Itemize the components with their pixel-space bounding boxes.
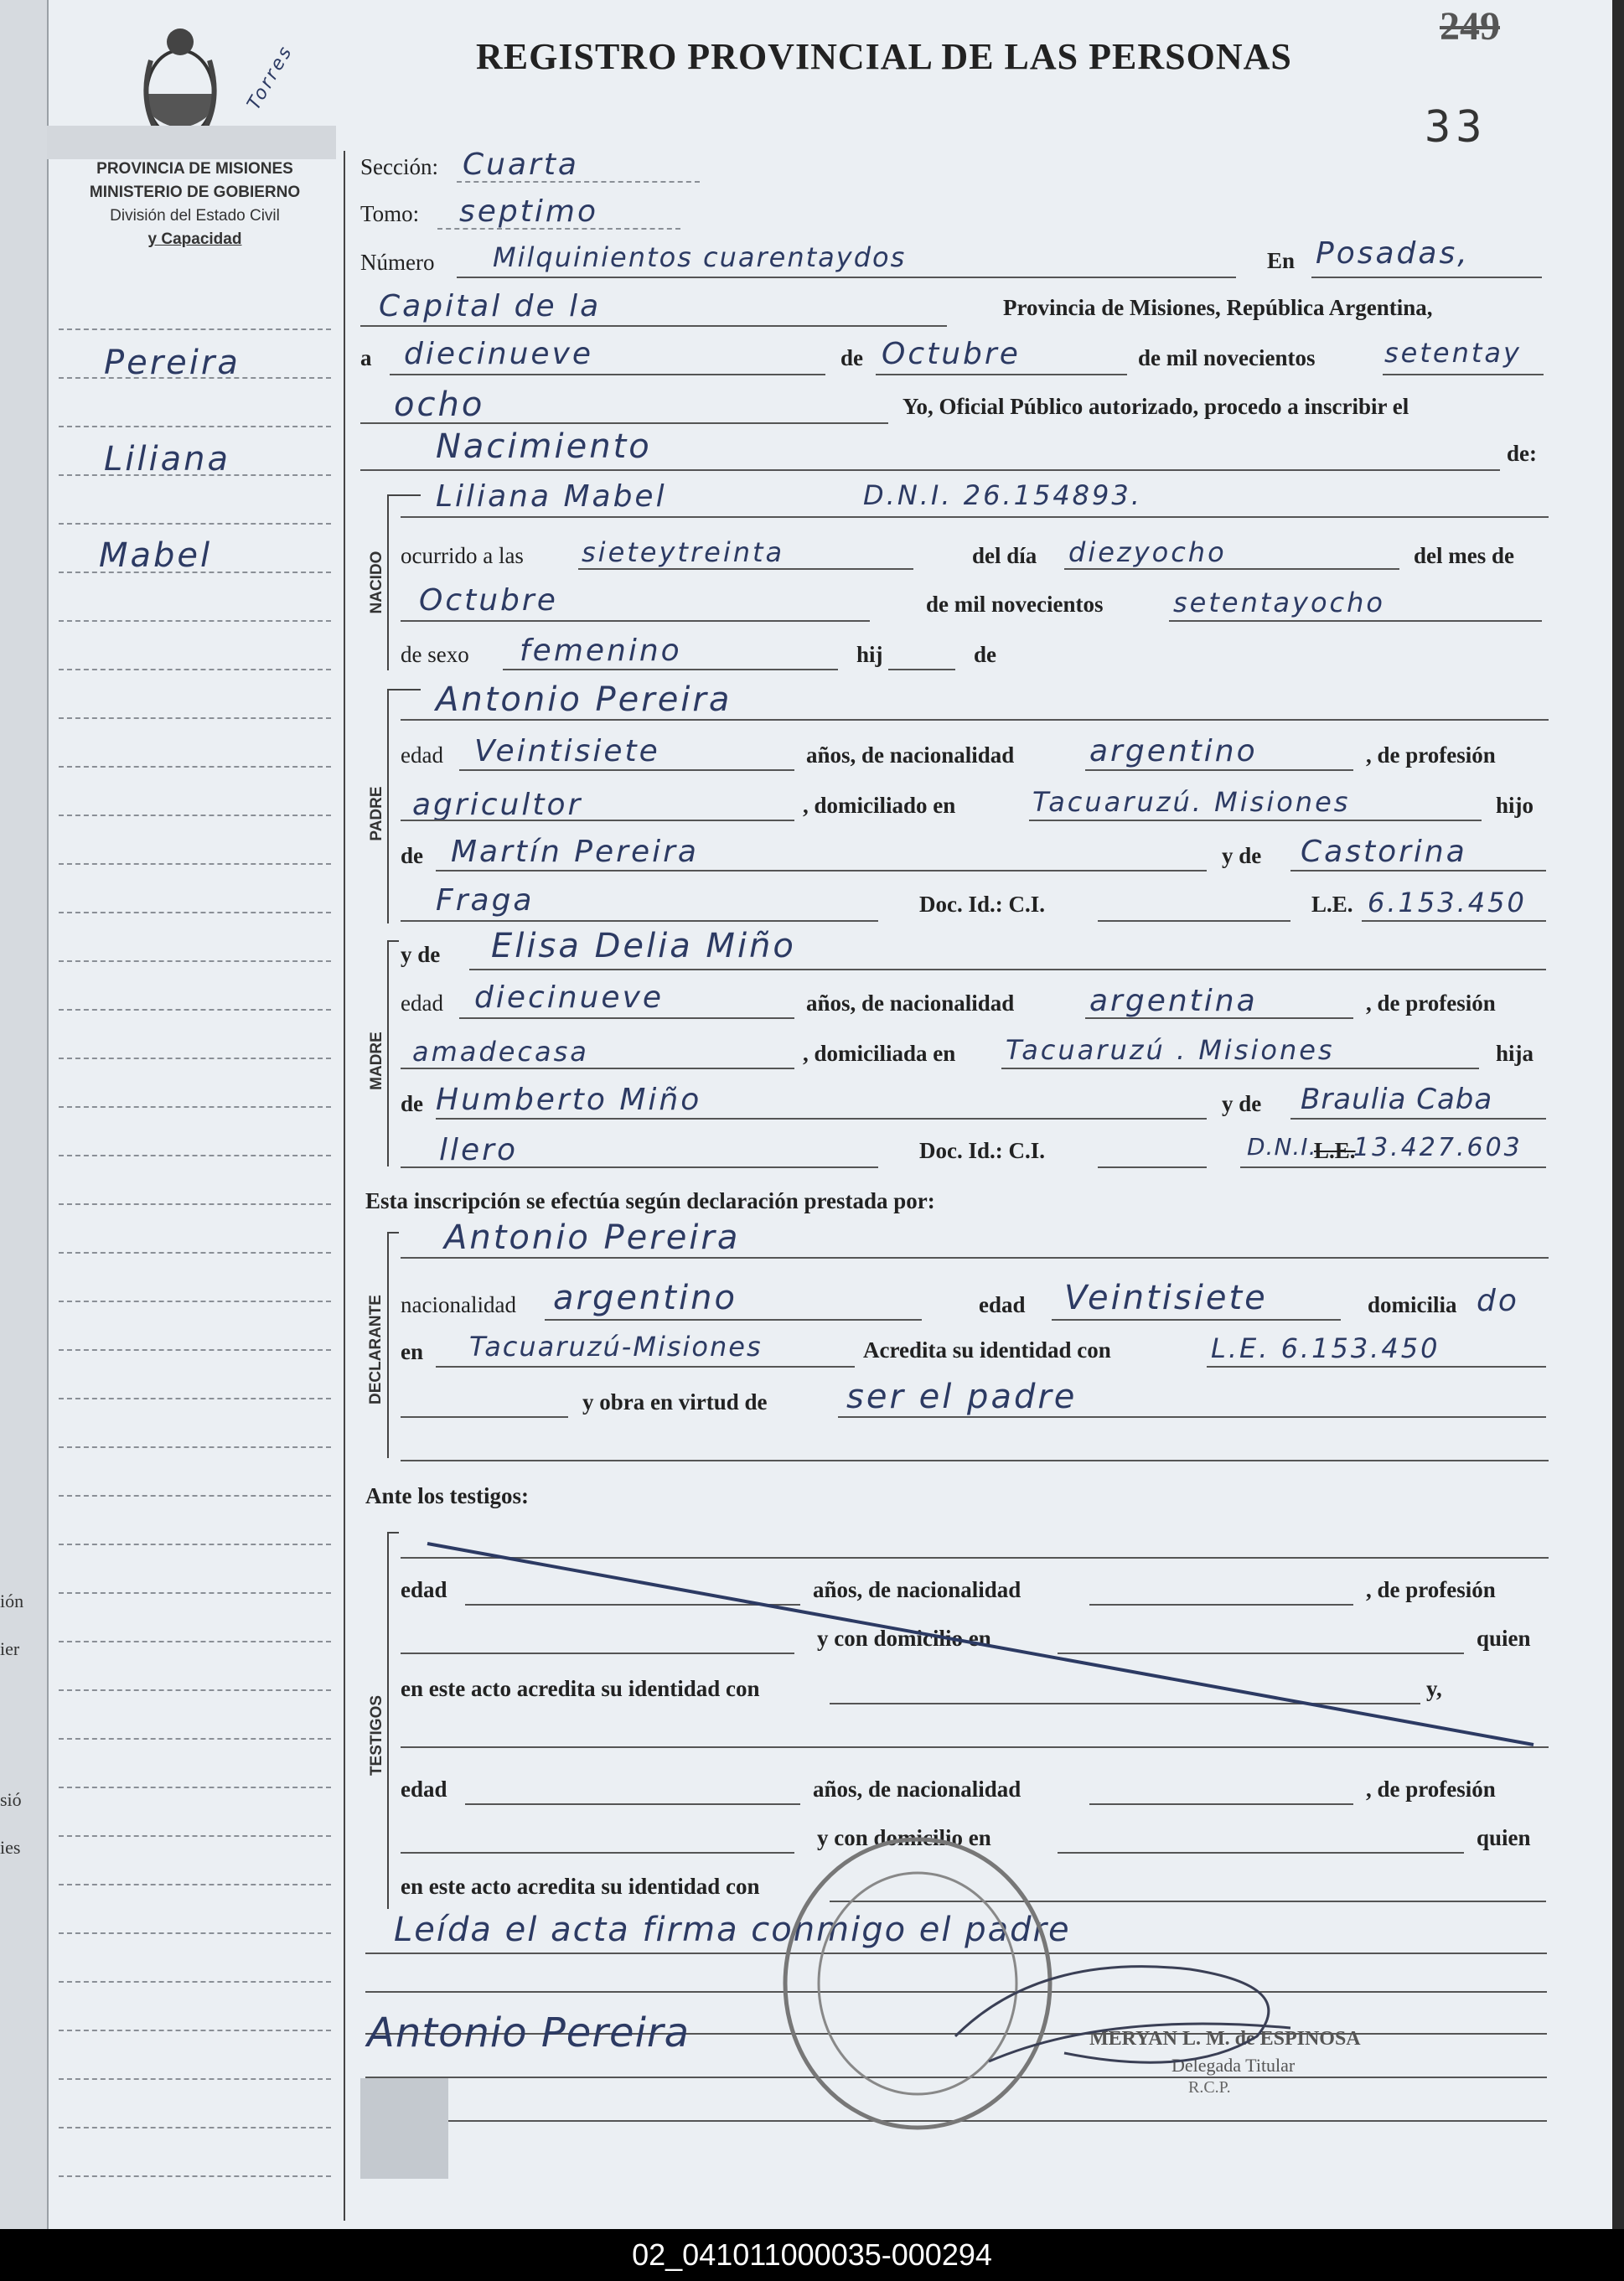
rule (457, 277, 1236, 278)
rule (1098, 1166, 1207, 1168)
left-rule (59, 1203, 331, 1205)
rule (437, 228, 680, 230)
rule (1052, 1319, 1341, 1321)
rule (360, 422, 888, 424)
y-de-label: y de (1222, 1091, 1262, 1116)
rule (1311, 277, 1542, 278)
rule (401, 1257, 1549, 1259)
acredita-label: en este acto acredita su identidad con (401, 1676, 760, 1701)
declaracion-intro: Esta inscripción se efectúa según declaración prestada por: (365, 1188, 935, 1213)
official-title: Delegada Titular (1171, 2055, 1296, 2076)
nacido-dni: D.N.I. 26.154893. (863, 479, 1142, 511)
le-label: L.E. (1311, 892, 1353, 917)
declarante-nombre: Antonio Pereira (444, 1218, 741, 1257)
en-value: Posadas, (1316, 236, 1470, 271)
org-line: PROVINCIA DE MISIONES (96, 160, 293, 178)
page-title: REGISTRO PROVINCIAL DE LAS PERSONAS (476, 36, 1292, 77)
domicilio-label: y con domicilio en (817, 1626, 991, 1651)
padre-bracket-top (387, 689, 421, 691)
declarante-domicilio: Tacuaruzú-Misiones (469, 1331, 763, 1363)
left-rule (59, 863, 331, 865)
profesion-label: , de profesión (1366, 991, 1496, 1016)
nacido-bracket (387, 494, 389, 670)
rule (1290, 870, 1546, 872)
acredita-label: Acredita su identidad con (863, 1337, 1111, 1363)
rule (1290, 1118, 1546, 1120)
sexo-label: de sexo (401, 642, 469, 667)
quien-label: quien (1477, 1626, 1531, 1651)
y-de-label: y de (1222, 843, 1262, 868)
rule (1362, 920, 1546, 922)
seccion-value: Cuarta (463, 147, 579, 182)
left-rule (59, 523, 331, 525)
rule (401, 719, 1549, 721)
org-line: División del Estado Civil (110, 207, 280, 225)
del-mes-label: del mes de (1414, 543, 1514, 568)
a-label: a (360, 345, 372, 370)
rule (401, 1166, 878, 1168)
rule (401, 620, 870, 622)
tomo-value: septimo (459, 194, 598, 229)
nacido-sexo: femenino (520, 634, 682, 668)
rule (401, 820, 794, 821)
left-rule (59, 912, 331, 913)
nacido-mes: Octubre (419, 583, 558, 618)
left-rule (59, 620, 331, 622)
madre-madre-1: Braulia Caba (1301, 1083, 1493, 1116)
padre-padre: Martín Pereira (451, 835, 699, 869)
left-rule (59, 1981, 331, 1983)
domiciliada-label: , domiciliada en (803, 1041, 956, 1066)
signature-padre: Antonio Pereira (367, 2009, 690, 2056)
madre-dni-label: D.N.I. (1247, 1133, 1317, 1161)
rule (360, 325, 947, 327)
nacido-hora: sieteytreinta (582, 536, 785, 568)
anio-inscripcion-2: ocho (394, 385, 485, 424)
nacionalidad-label: años, de nacionalidad (806, 742, 1015, 768)
left-rule (59, 1738, 331, 1740)
left-rule (59, 1835, 331, 1837)
madre-padre: Humberto Miño (436, 1083, 702, 1117)
rule (436, 1118, 1207, 1120)
numero-value: Milquinientos cuarentaydos (493, 241, 907, 273)
dia-inscripcion: diecinueve (404, 337, 594, 371)
mil-label: de mil novecientos (926, 592, 1104, 617)
testigos-bracket-top (387, 1532, 399, 1534)
org-header (50, 158, 339, 251)
left-rule (59, 1446, 331, 1448)
hijo-label: hijo (1496, 793, 1534, 818)
rule (401, 1852, 794, 1854)
left-rule (59, 1689, 331, 1691)
madre-profesion: amadecasa (412, 1036, 589, 1068)
rule (1029, 820, 1482, 821)
left-rule (59, 1155, 331, 1156)
madre-edad: diecinueve (474, 980, 665, 1015)
rule (1058, 1852, 1464, 1854)
padre-edad: Veintisiete (474, 734, 660, 768)
left-rule (59, 1009, 331, 1011)
hija-label: hija (1496, 1041, 1534, 1066)
rule (459, 769, 794, 771)
testigos-bracket (387, 1532, 389, 1909)
madre-bracket (387, 940, 389, 1166)
rule (1001, 1068, 1479, 1069)
de-colon: de: (1507, 441, 1537, 466)
doc-label: Doc. Id.: C.I. (919, 892, 1046, 917)
surname: Pereira (104, 344, 240, 382)
page-edge (1612, 0, 1624, 2229)
numero-label: Número (360, 250, 435, 275)
left-rule (59, 2127, 331, 2128)
nacionalidad-label: años, de nacionalidad (806, 991, 1015, 1016)
testigos-section-label: TESTIGOS (368, 1694, 385, 1777)
rule (1240, 1166, 1546, 1168)
rule (578, 568, 913, 570)
padre-nacionalidad: argentino (1089, 734, 1258, 768)
nacido-anio: setentayocho (1173, 587, 1385, 618)
domicilio-label: y con domicilio en (817, 1825, 991, 1850)
rule (888, 669, 955, 670)
quien-label: quien (1477, 1825, 1531, 1850)
padre-nombre: Antonio Pereira (436, 680, 732, 719)
declarante-dom-suffix: do (1477, 1284, 1519, 1318)
profesion-label: , de profesión (1366, 742, 1496, 768)
edad-label: edad (401, 991, 443, 1016)
closing-note: Leída el acta firma conmigo el padre (394, 1911, 1071, 1949)
rule (1098, 920, 1290, 922)
rule (876, 374, 1127, 375)
declarante-bracket (387, 1232, 389, 1458)
tomo-label: Tomo: (360, 201, 420, 226)
de-label: de (840, 345, 863, 370)
rule (401, 1416, 568, 1418)
madre-doc: 13.427.603 (1353, 1133, 1523, 1162)
left-rule (59, 1641, 331, 1642)
rule (401, 516, 1549, 518)
declarante-edad: Veintisiete (1064, 1279, 1268, 1317)
padre-bracket (387, 689, 389, 923)
rule (1169, 620, 1542, 622)
left-rule (59, 766, 331, 768)
previous-page-edge: ión ier sió ies (0, 0, 49, 2229)
nacido-nombre: Liliana Mabel (436, 479, 667, 514)
rule (390, 374, 825, 375)
left-rule (59, 1058, 331, 1059)
madre-le-struck: L.E. (1314, 1138, 1356, 1163)
rule (545, 1319, 922, 1321)
rule (401, 1460, 1549, 1461)
left-rule (59, 717, 331, 719)
official-signature-scribble (939, 1936, 1316, 2078)
declarante-section-label: DECLARANTE (367, 1295, 385, 1404)
left-rule (59, 2030, 331, 2031)
del-dia-label: del día (972, 543, 1037, 568)
middle-name: Mabel (99, 536, 213, 575)
anio-inscripcion-1: setentay (1384, 337, 1522, 369)
acredita-label: en este acto acredita su identidad con (401, 1874, 760, 1899)
declarante-virtud: ser el padre (846, 1378, 1078, 1416)
domiciliado-label: , domiciliado en (803, 793, 956, 818)
mes-inscripcion: Octubre (882, 337, 1021, 371)
nacionalidad-label: años, de nacionalidad (813, 1777, 1021, 1802)
left-rule (59, 1495, 331, 1497)
madre-domicilio: Tacuaruzú . Misiones (1006, 1034, 1335, 1066)
left-rule (59, 1932, 331, 1934)
profesion-label: , de profesión (1366, 1577, 1496, 1602)
rule (503, 669, 838, 670)
declarante-bracket-top (387, 1232, 399, 1234)
declarante-nacionalidad: argentino (553, 1279, 737, 1317)
rule (401, 920, 878, 922)
rule (465, 1803, 800, 1805)
rule (1085, 769, 1353, 771)
left-rule (59, 2175, 331, 2177)
stamp-note: Torres (243, 41, 297, 114)
doc-label: Doc. Id.: C.I. (919, 1138, 1046, 1163)
rule (469, 969, 1546, 970)
edad-label: edad (401, 1577, 447, 1602)
oficial-text: Yo, Oficial Público autorizado, procedo a inscribir el (903, 394, 1409, 419)
profesion-label: , de profesión (1366, 1777, 1496, 1802)
ocurrido-label: ocurrido a las (401, 543, 524, 568)
cancel-stroke (419, 1534, 1542, 1751)
rule (360, 469, 1500, 471)
rule (436, 1366, 855, 1368)
left-rule (59, 1252, 331, 1254)
edad-label: edad (401, 742, 443, 768)
padre-domicilio: Tacuaruzú. Misiones (1032, 786, 1351, 818)
left-rule (59, 1106, 331, 1108)
page-number: 33 (1425, 102, 1487, 153)
nacido-bracket-top (387, 494, 421, 496)
acto-value: Nacimiento (436, 427, 652, 466)
hij-label: hij (856, 642, 883, 667)
left-rule (59, 815, 331, 816)
en-label: en (401, 1339, 423, 1364)
anio-label: de mil novecientos (1138, 345, 1316, 370)
declarante-documento: L.E. 6.153.450 (1211, 1332, 1440, 1364)
left-rule (59, 1787, 331, 1788)
lugar-value: Capital de la (379, 289, 602, 323)
madre-madre-2: llero (439, 1133, 518, 1167)
left-rule (59, 1884, 331, 1885)
rule (1207, 1366, 1546, 1368)
rule (1085, 1017, 1353, 1019)
left-rule (59, 1592, 331, 1594)
madre-bracket-top (387, 940, 399, 942)
domicilia-label: domicilia (1368, 1292, 1457, 1317)
padre-le: 6.153.450 (1368, 887, 1527, 918)
de-label: de (401, 1091, 423, 1116)
edad-label: edad (401, 1777, 447, 1802)
official-name: MERYAN L. M. de ESPINOSA (1089, 2028, 1361, 2050)
left-rule (59, 669, 331, 670)
nacido-section-label: NACIDO (368, 551, 385, 614)
de-label: de (401, 843, 423, 868)
org-line: MINISTERIO DE GOBIERNO (89, 184, 301, 201)
file-id: 02_041011000035-000294 (0, 2229, 1624, 2281)
padre-madre-1: Castorina (1301, 835, 1467, 869)
seccion-label: Sección: (360, 154, 438, 179)
y-label: y, (1426, 1676, 1442, 1701)
y-de-label: y de (401, 942, 441, 967)
madre-section-label: MADRE (368, 1032, 385, 1090)
nacido-dia: diezyocho (1068, 536, 1227, 568)
madre-nombre: Elisa Delia Miño (491, 927, 796, 965)
clip-shadow (360, 2078, 448, 2179)
rule (1383, 374, 1544, 375)
official-org: R.C.P. (1188, 2078, 1231, 2097)
tape-strip (47, 126, 336, 159)
left-rule (59, 1301, 331, 1302)
nacionalidad-label: años, de nacionalidad (813, 1577, 1021, 1602)
left-rule (59, 2078, 331, 2080)
nacionalidad-label: nacionalidad (401, 1292, 516, 1317)
en-label: En (1267, 248, 1296, 273)
rule (1089, 1803, 1353, 1805)
de-label: de (974, 642, 996, 667)
column-divider (344, 151, 345, 2221)
edad-label: edad (979, 1292, 1026, 1317)
left-rule (59, 960, 331, 962)
rule (436, 870, 1207, 872)
padre-madre-2: Fraga (436, 883, 535, 918)
rule (401, 1068, 794, 1069)
rule (1064, 568, 1399, 570)
rule (838, 1416, 1546, 1418)
rule (459, 1017, 794, 1019)
madre-nacionalidad: argentina (1089, 984, 1258, 1018)
left-rule (59, 328, 331, 330)
org-line: y Capacidad (147, 230, 242, 248)
padre-profesion: agricultor (412, 788, 583, 822)
provincia-text: Provincia de Misiones, República Argentina, (1003, 295, 1433, 320)
left-rule (59, 1349, 331, 1351)
first-name: Liliana (104, 440, 230, 478)
testigos-intro: Ante los testigos: (365, 1483, 529, 1508)
left-rule (59, 1544, 331, 1545)
corner-mark: 249 (1440, 4, 1500, 49)
rule (457, 181, 700, 183)
padre-section-label: PADRE (368, 786, 385, 841)
left-rule (59, 1398, 331, 1399)
obra-label: y obra en virtud de (582, 1389, 768, 1415)
left-rule (59, 426, 331, 427)
